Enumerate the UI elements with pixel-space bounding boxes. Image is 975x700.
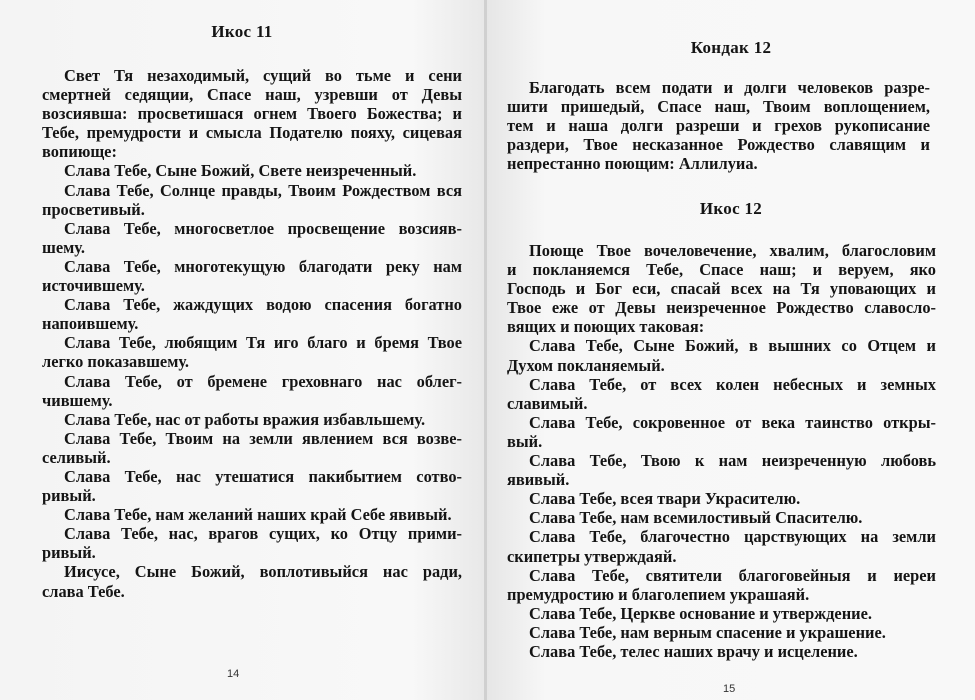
text-line: Слава Тебе, нас от работы вражия избавльшему. xyxy=(64,409,426,429)
text-line: Слава Тебе, Церкве основание и утверждение. xyxy=(529,603,872,623)
text-line: Слава Тебе, сокровенное от века таинство откры- xyxy=(529,412,936,432)
text-line: Слава Тебе, Твоим на земли явлением вся возве- xyxy=(64,428,462,448)
kondak-12-text xyxy=(507,78,930,173)
text-line: Слава Тебе, Сыне Божий, Свете неизреченный. xyxy=(64,161,417,181)
text-line: и покланяемся Тебе, Спасе наш; и веруем, яко xyxy=(507,260,936,280)
text-line: раздери, Твое несказанное Рождество славящим и xyxy=(507,135,930,155)
text-line: Слава Тебе, Сыне Божий, в вышних со Отцем и xyxy=(529,336,936,356)
page-number-left: 14 xyxy=(227,668,240,680)
text-line: ривый. xyxy=(42,543,96,563)
text-line: селивый. xyxy=(42,447,111,467)
text-line: просветивый. xyxy=(42,199,145,219)
text-line: Свет Тя незаходимый, сущий во тьме и сени xyxy=(64,66,462,85)
text-line: премудростию и благолепием украшаяй. xyxy=(507,584,810,604)
text-line: Слава Тебе, благочестно царствующих на земли xyxy=(529,527,936,547)
text-line: источившему. xyxy=(42,276,145,296)
text-line: тем и наша долги разреши и грехов рукописание xyxy=(507,116,930,136)
text-line: Слава Тебе, многосветлое просвещение возсияв- xyxy=(64,218,462,238)
text-line: Духом покланяемый. xyxy=(507,355,665,375)
text-line: славимый. xyxy=(507,393,588,413)
text-line: Слава Тебе, от всех колен небесных и земных xyxy=(529,374,936,394)
text-line: Слава Тебе, святители благоговейныя и иереи xyxy=(529,565,936,585)
text-line: Поюще Твое вочеловечение, хвалим, благословим xyxy=(529,241,936,260)
text-line: непрестанно поющим: Аллилуиа. xyxy=(507,154,758,174)
text-line: легко показавшему. xyxy=(42,352,190,372)
ikos-11-heading: Икос 11 xyxy=(211,22,273,41)
text-line: слава Тебе. xyxy=(42,581,125,601)
ikos-12-text xyxy=(507,241,936,661)
kondak-12-heading: Кондак 12 xyxy=(690,38,772,57)
text-line: Слава Тебе, нам желаний наших край Себе явивый. xyxy=(64,505,452,525)
text-line: Слава Тебе, Солнце правды, Твоим Рождеством вся xyxy=(64,180,462,200)
text-line: явивый. xyxy=(507,470,570,490)
text-line: ривый. xyxy=(42,486,96,506)
text-line: чившему. xyxy=(42,390,113,410)
text-line: Твое еже от Девы неизреченное Рождество славосло- xyxy=(507,298,936,318)
text-line: Слава Тебе, жаждущих водою спасения богатно xyxy=(64,295,462,315)
text-line: Слава Тебе, телес наших врачу и исцеление. xyxy=(529,641,858,661)
ikos-12-heading: Икос 12 xyxy=(699,199,763,218)
text-line: смертней седящии, Спасе наш, узревши от Девы xyxy=(42,85,462,105)
text-line: Слава Тебе, Твою к нам неизреченную любовь xyxy=(529,451,936,471)
left-page xyxy=(0,0,484,700)
text-line: возсиявша: просветишася огнем Твоего Божества; и xyxy=(42,104,462,124)
text-line: Господь и Бог еси, спасай всех на Тя уповающих и xyxy=(507,279,936,299)
text-line: Слава Тебе, любящим Тя иго благо и бремя Твое xyxy=(64,333,462,353)
text-line: Слава Тебе, нам всемилостивый Спасителю. xyxy=(529,508,863,528)
text-line: шему. xyxy=(42,237,85,257)
text-line: шити пришедый, Спасе наш, Твоим воплощением, xyxy=(507,97,930,117)
text-line: Тебе, премудрости и смысла Подателю пояху, сицевая xyxy=(42,123,462,143)
text-line: Слава Тебе, от бремене греховнаго нас облег- xyxy=(64,371,462,391)
text-line: Слава Тебе, многотекущую благодати реку нам xyxy=(64,256,462,276)
text-line: Слава Тебе, всея твари Украсителю. xyxy=(529,489,801,509)
text-line: Слава Тебе, нам верным спасение и украшение. xyxy=(529,622,886,642)
text-line: Благодать всем подати и долги человеков разре- xyxy=(529,78,930,97)
text-line: Иисусе, Сыне Божий, воплотивыйся нас ради, xyxy=(64,562,462,582)
text-line: вящих и поющих таковая: xyxy=(507,317,705,337)
right-page xyxy=(487,0,975,700)
text-line: напоившему. xyxy=(42,314,139,334)
text-line: вопиюще: xyxy=(42,142,117,162)
text-line: скипетры утверждаяй. xyxy=(507,546,677,566)
page-number-right: 15 xyxy=(723,683,736,695)
text-line: Слава Тебе, нас, врагов сущих, ко Отцу прими- xyxy=(64,524,462,544)
text-line: Слава Тебе, нас утешатися пакибытием сотво- xyxy=(64,466,462,486)
ikos-11-text xyxy=(42,66,462,601)
text-line: вый. xyxy=(507,431,543,451)
